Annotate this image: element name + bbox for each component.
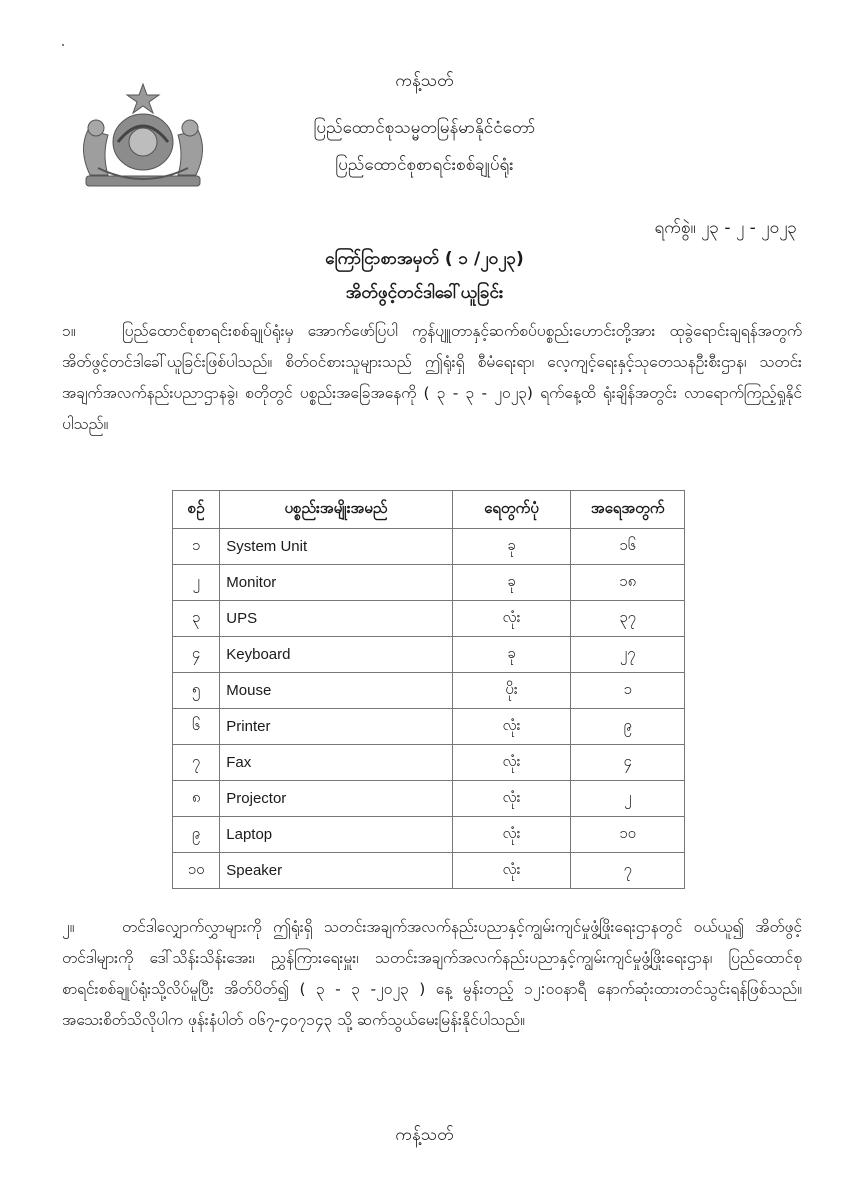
header-item-name: ပစ္စည်းအမျိုးအမည် [220, 491, 452, 529]
cell-unit: လုံး [452, 709, 571, 745]
cell-unit: လုံး [452, 745, 571, 781]
cell-unit: ခု [452, 565, 571, 601]
document-date: ရက်စွဲ။ ၂၃ - ၂ - ၂၀၂၃ [654, 218, 797, 238]
secrecy-label-bottom: ကန့်သတ် [395, 1125, 454, 1145]
notice-number: ကြော်ငြာစာအမှတ် ( ၁ /၂၀၂၃) [325, 249, 524, 269]
table-row [173, 637, 685, 673]
header-quantity: အရေအတွက် [571, 491, 685, 529]
country-name: ပြည်ထောင်စုသမ္မတမြန်မာနိုင်ငံတော် [313, 118, 536, 138]
cell-item-name: Printer [220, 709, 452, 745]
cell-item-name: Laptop [220, 817, 452, 853]
paragraph-1-text: ပြည်ထောင်စုစာရင်းစစ်ချုပ်ရုံးမှ အောက်ဖော်ပြပါ ကွန်ပျူတာနှင့်ဆက်စပ်ပစ္စည်းဟောင်းတို့အား ထုခွဲရောင်းချရန်အတွက် အိတ်ဖွင့်တင်ဒါခေါ်ယူခြင်းဖြစ်ပါသည်။ စိတ်ဝင်စားသူများသည် ဤရုံးရှိ စီမံရေးရာ၊ လေ့ကျင့်ရေးနှင့်သုတေသနဦးစီးဌာန၊ သတင်းအချက်အလက်နည်းပညာဌာနခွဲ၊ စတိုတွင် ပစ္စည်းအခြေအနေကို ( ၃ - ၃ - ၂၀၂၃) ရက်နေ့ထိ ရုံးချိန်အတွင်း လာရောက်ကြည့်ရှုနိုင်ပါသည်။ [62, 322, 802, 433]
cell-quantity: ၁၈ [571, 565, 685, 601]
cell-quantity: ၁၀ [571, 817, 685, 853]
cell-serial: ၁၀ [173, 853, 220, 889]
cell-quantity: ၂၇ [571, 637, 685, 673]
table-header-row [173, 491, 685, 529]
cell-item-name: Keyboard [220, 637, 452, 673]
cell-item-name: Fax [220, 745, 452, 781]
header-unit: ရေတွက်ပုံ [452, 491, 571, 529]
table-row [173, 781, 685, 817]
cell-quantity: ၁၆ [571, 529, 685, 565]
table-row [173, 601, 685, 637]
items-table [172, 490, 685, 889]
table-row [173, 529, 685, 565]
cell-item-name: Mouse [220, 673, 452, 709]
cell-serial: ၇ [173, 745, 220, 781]
table-row [173, 565, 685, 601]
notice-subject: အိတ်ဖွင့်တင်ဒါခေါ်ယူခြင်း [345, 283, 504, 303]
cell-serial: ၆ [173, 709, 220, 745]
cell-unit: လုံး [452, 817, 571, 853]
table-row [173, 745, 685, 781]
cell-serial: ၉ [173, 817, 220, 853]
cell-unit: ခု [452, 529, 571, 565]
paragraph-2-text: တင်ဒါလျှောက်လွှာများကို ဤရုံးရှိ သတင်းအချက်အလက်နည်းပညာနှင့်ကျွမ်းကျင်မှုဖွံ့ဖြိုးရေးဌာနတွင် ဝယ်ယူ၍ အိတ်ဖွင့်တင်ဒါများကို ဒေါ်သိန်းသိန်းအေး၊ ညွှန်ကြားရေးမှူး၊ သတင်းအချက်အလက်နည်းပညာနှင့်ကျွမ်းကျင်မှုဖွံ့ဖြိုးရေးဌာန၊ ပြည်ထောင်စုစာရင်းစစ်ချုပ်ရုံးသို့လိပ်မူပြီး အိတ်ပိတ်၍ ( ၃ - ၃ -၂၀၂၃ ) နေ့ မွန်းတည့် ၁၂:၀၀နာရီ နောက်ဆုံးထားတင်သွင်းရန်ဖြစ်သည်။ အသေးစိတ်သိလိုပါက ဖုန်းနံပါတ် ၀၆၇-၄၀၇၁၄၃ သို့ ဆက်သွယ်မေးမြန်းနိုင်ပါသည်။ [62, 918, 802, 1029]
cell-quantity: ၂ [571, 781, 685, 817]
paragraph-2-number: ၂။ [62, 918, 75, 936]
cell-serial: ၂ [173, 565, 220, 601]
cell-serial: ၁ [173, 529, 220, 565]
office-name: ပြည်ထောင်စုစာရင်းစစ်ချုပ်ရုံး [335, 155, 514, 175]
cell-serial: ၅ [173, 673, 220, 709]
table-row [173, 673, 685, 709]
cell-item-name: Speaker [220, 853, 452, 889]
cell-serial: ၈ [173, 781, 220, 817]
cell-quantity: ၄ [571, 745, 685, 781]
scan-speck [62, 44, 64, 46]
cell-item-name: UPS [220, 601, 452, 637]
cell-item-name: Monitor [220, 565, 452, 601]
secrecy-label-top: ကန့်သတ် [395, 71, 454, 91]
table-row [173, 709, 685, 745]
paragraph-2 [62, 912, 802, 1036]
cell-quantity: ၇ [571, 853, 685, 889]
paragraph-1 [62, 316, 802, 440]
cell-quantity: ၉ [571, 709, 685, 745]
cell-unit: လုံး [452, 781, 571, 817]
cell-item-name: Projector [220, 781, 452, 817]
cell-serial: ၃ [173, 601, 220, 637]
cell-unit: ပိုး [452, 673, 571, 709]
cell-item-name: System Unit [220, 529, 452, 565]
header-serial: စဉ် [173, 491, 220, 529]
table-row [173, 853, 685, 889]
cell-unit: လုံး [452, 853, 571, 889]
cell-unit: လုံး [452, 601, 571, 637]
cell-quantity: ၃၇ [571, 601, 685, 637]
cell-serial: ၄ [173, 637, 220, 673]
table-row [173, 817, 685, 853]
cell-unit: ခု [452, 637, 571, 673]
cell-quantity: ၁ [571, 673, 685, 709]
paragraph-1-number: ၁။ [62, 322, 76, 340]
